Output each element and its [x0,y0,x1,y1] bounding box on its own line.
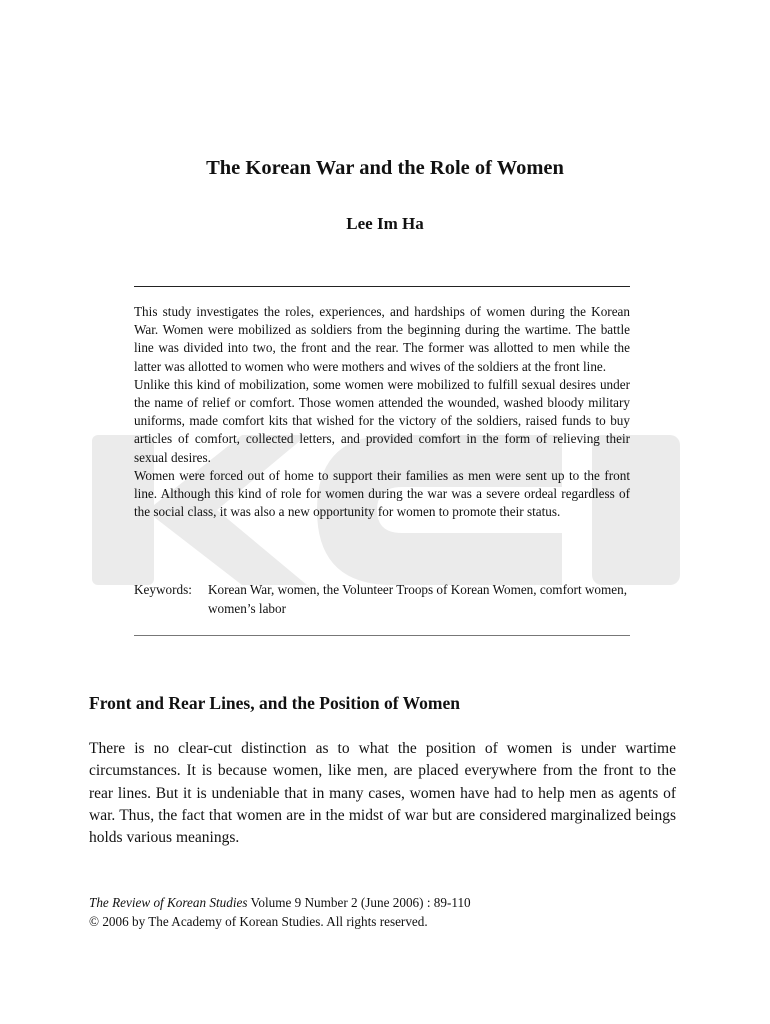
citation-details: Volume 9 Number 2 (June 2006) : 89-110 [247,895,471,910]
section-heading: Front and Rear Lines, and the Position of Women [89,693,460,713]
abstract-top-rule [134,286,630,287]
keywords [134,580,634,618]
copyright-line: © 2006 by The Academy of Korean Studies. All rights reserved. [89,913,428,929]
citation-line [89,894,689,913]
abstract-bottom-rule [134,635,630,636]
body-paragraph: There is no clear-cut distinction as to what the position of women is under wartime circumstances. It is because women, like men, are placed everywhere from the front to the rear lines. But it is undeniable that in many cases, women have had to help men as agents of war. Thus, the fact that women are in the midst of war but are considered marginalized beings holds various meanings. [89,740,676,847]
keywords-label: Keywords: [134,582,192,597]
journal-name: The Review of Korean Studies [89,895,248,910]
author-name: Lee Im Ha [346,214,424,233]
abstract-paragraph: Women were forced out of home to support their families as men were sent up to the front line. Although this kind of role for women during the war was a severe ordeal regardless of the social class, it was also a new opportunity for women to promote their status. [134,467,630,520]
abstract-paragraph: This study investigates the roles, experiences, and hardships of women during the Korean War. Women were mobilized as soldiers from the beginning during the wartime. The battle line was divided into two, the front and the rear. The former was allotted to men while the latter was allotted to women who were mothers and wives of the soldiers at the front line. [134,304,630,374]
paper-title: The Korean War and the Role of Women [206,157,564,179]
abstract-paragraph: Unlike this kind of mobilization, some women were mobilized to fulfill sexual desires under the name of relief or comfort. Those women attended the wounded, washed bloody military uniforms, made comfort kits that wished for the victory of the soldiers, raised funds to buy articles of comfort, collected letters, and provided comfort in the form of relieving their sexual desires. [134,376,630,465]
page-footer [89,894,689,931]
abstract [134,303,630,521]
keywords-text: Korean War, women, the Volunteer Troops of Korean Women, comfort women, women’s labor [208,582,628,616]
